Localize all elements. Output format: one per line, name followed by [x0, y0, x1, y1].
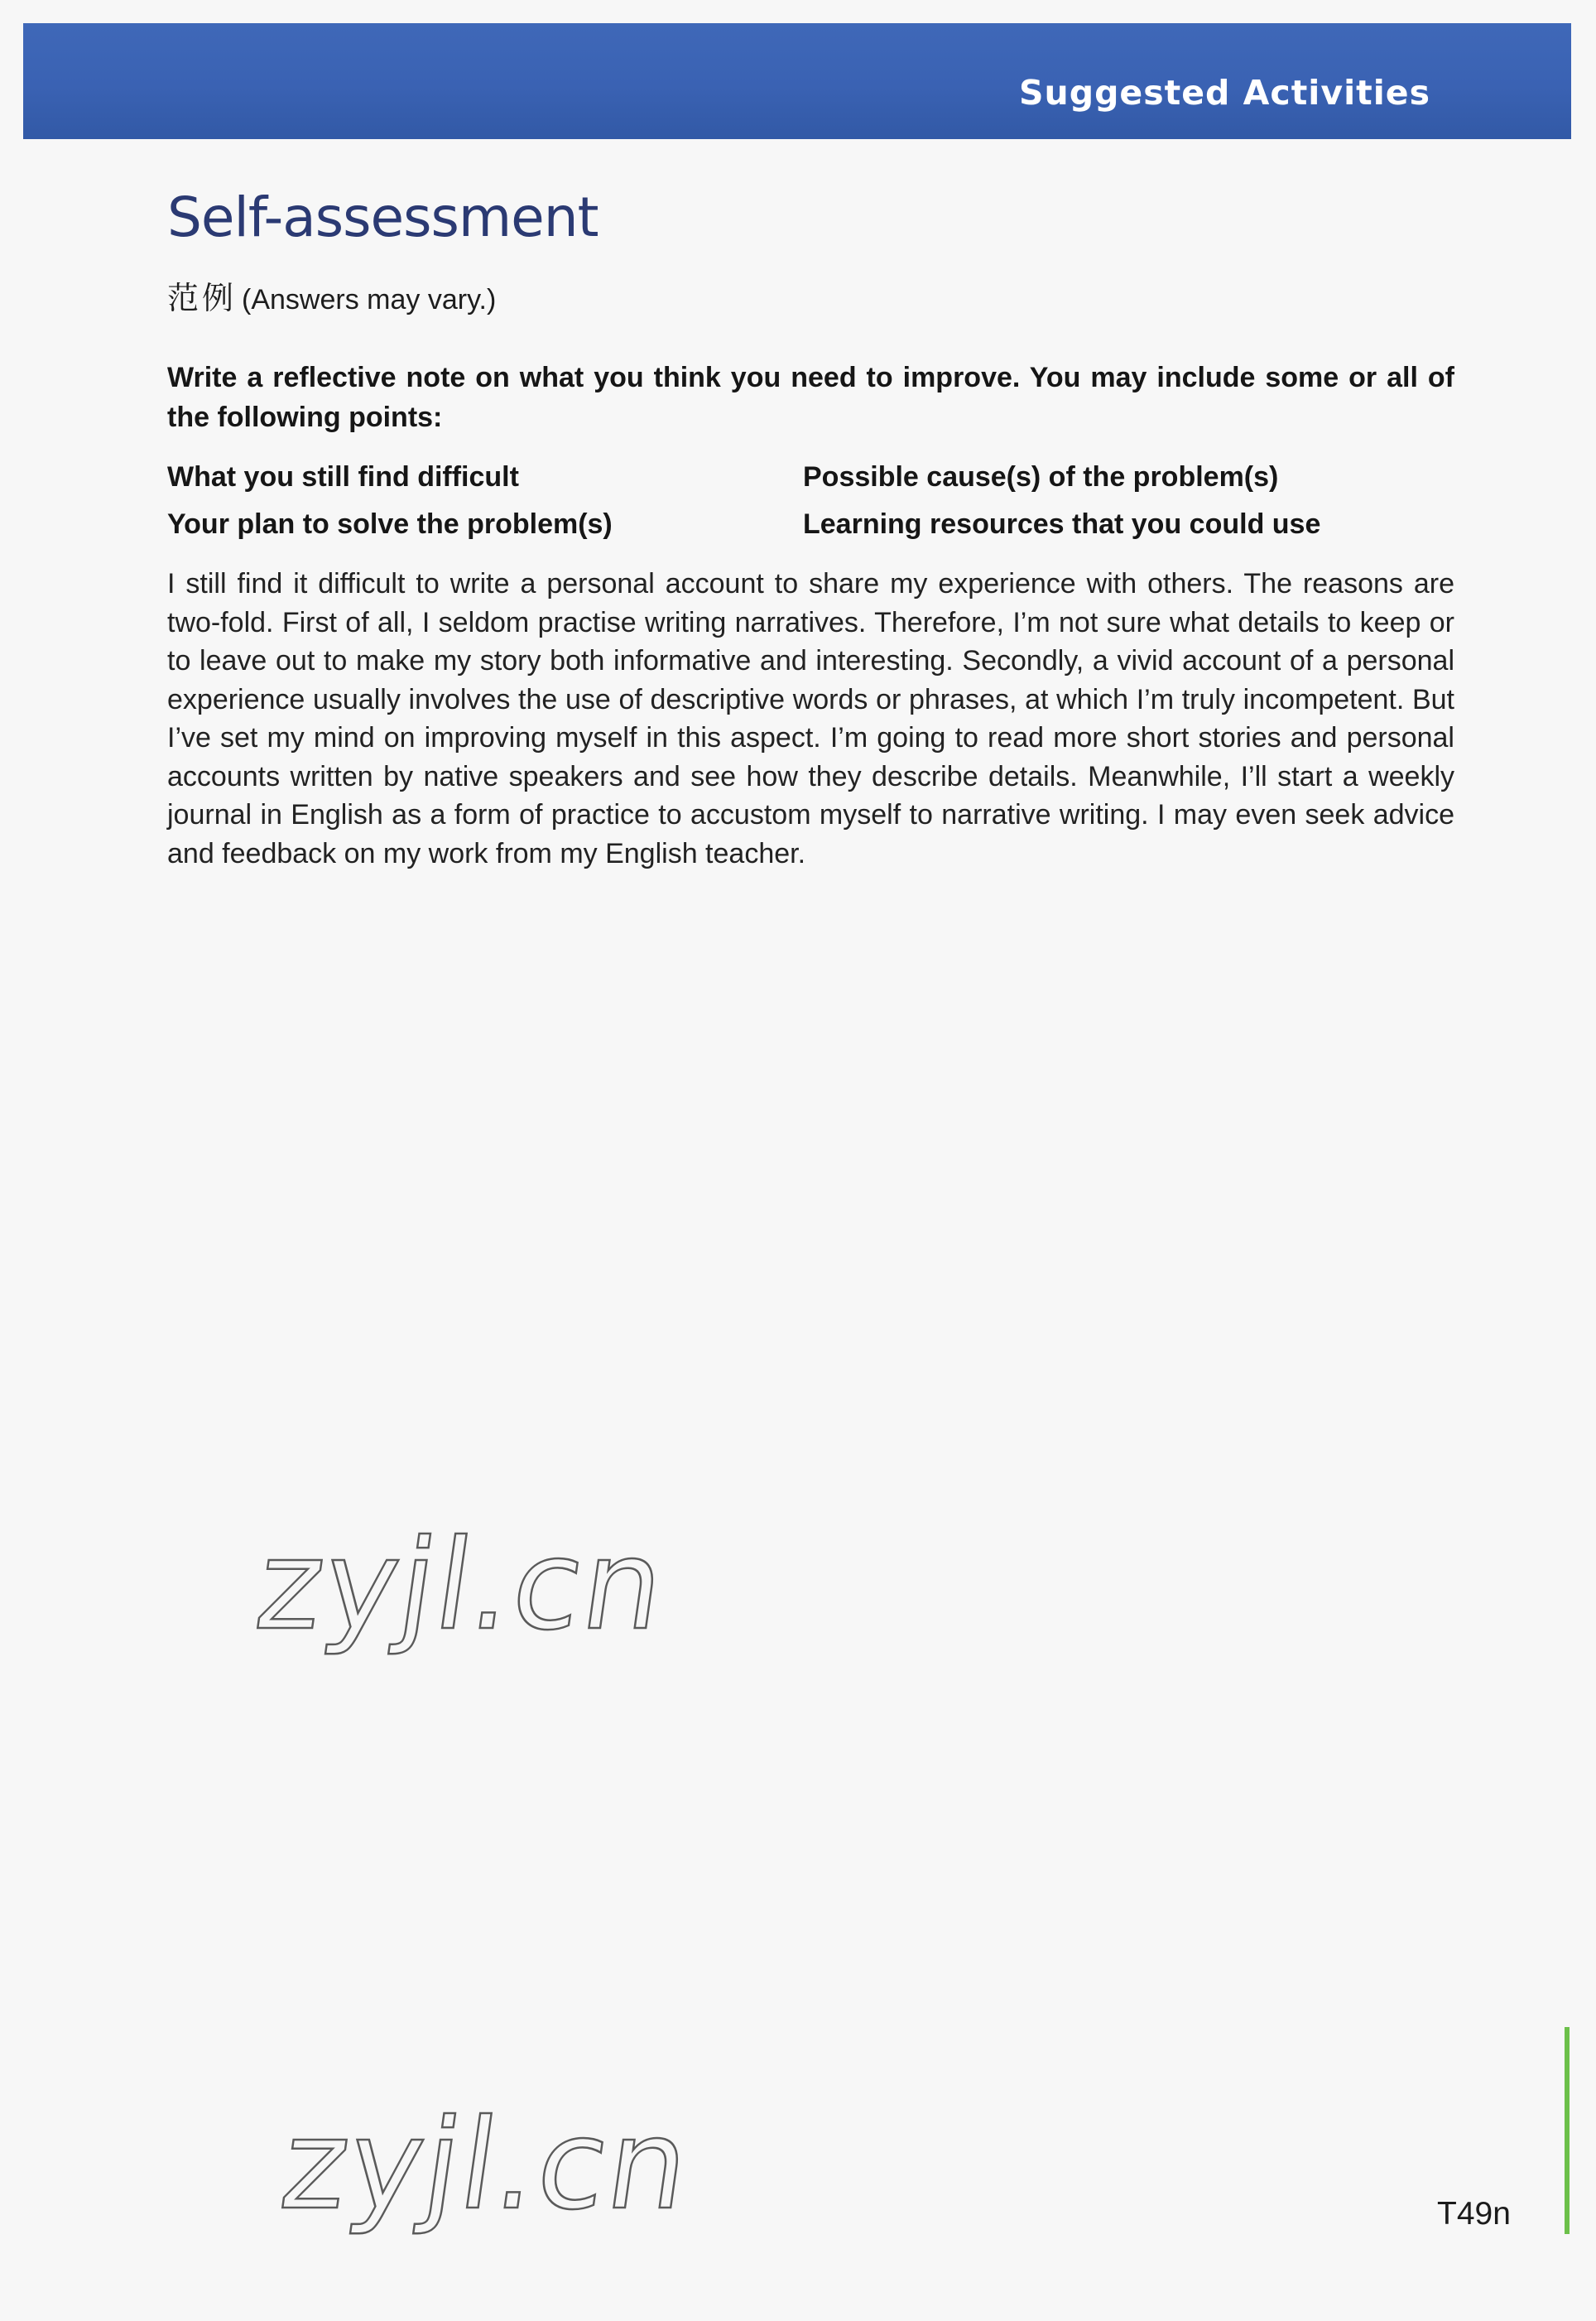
points-list	[167, 458, 1459, 544]
point-item: Your plan to solve the problem(s)	[167, 508, 613, 540]
section-header-title: Suggested Activities	[1019, 73, 1430, 113]
sample-cjk-label: 范例	[167, 280, 238, 316]
page-title: Self-assessment	[167, 185, 598, 249]
instruction-text: Write a reflective note on what you think you need to improve. You may include some or all of the following points:	[167, 362, 1454, 433]
sample-answer-paragraph: I still find it difficult to write a personal account to share my experience with others. The reasons are two-fold. First of all, I seldom practise writing narratives. Therefore, I’m not sure what details to keep or to leave out to make my story both informative and interesting. Secondly, a vivid account of a personal experience usually involves the use of descriptive words or phrases, at which I’m truly incompetent. But I’ve set my mind on improving myself in this aspect. I’m going to read more short stories and personal accounts written by native speakers and see how they describe details. Meanwhile, I’ll start a weekly journal in English as a form of practice to accustom myself to narrative writing. I may even seek advice and feedback on my work from my English teacher.	[167, 568, 1454, 869]
watermark: zyjl.cn	[272, 2093, 699, 2237]
watermark: zyjl.cn	[248, 1514, 675, 1658]
point-item: What you still find difficult	[167, 461, 519, 493]
page-number: T49n	[1437, 2196, 1511, 2232]
point-item: Possible cause(s) of the problem(s)	[803, 461, 1279, 493]
point-item: Learning resources that you could use	[803, 508, 1321, 540]
side-accent-bar	[1565, 2027, 1570, 2234]
sample-label	[167, 280, 496, 318]
sample-note: (Answers may vary.)	[242, 284, 497, 315]
